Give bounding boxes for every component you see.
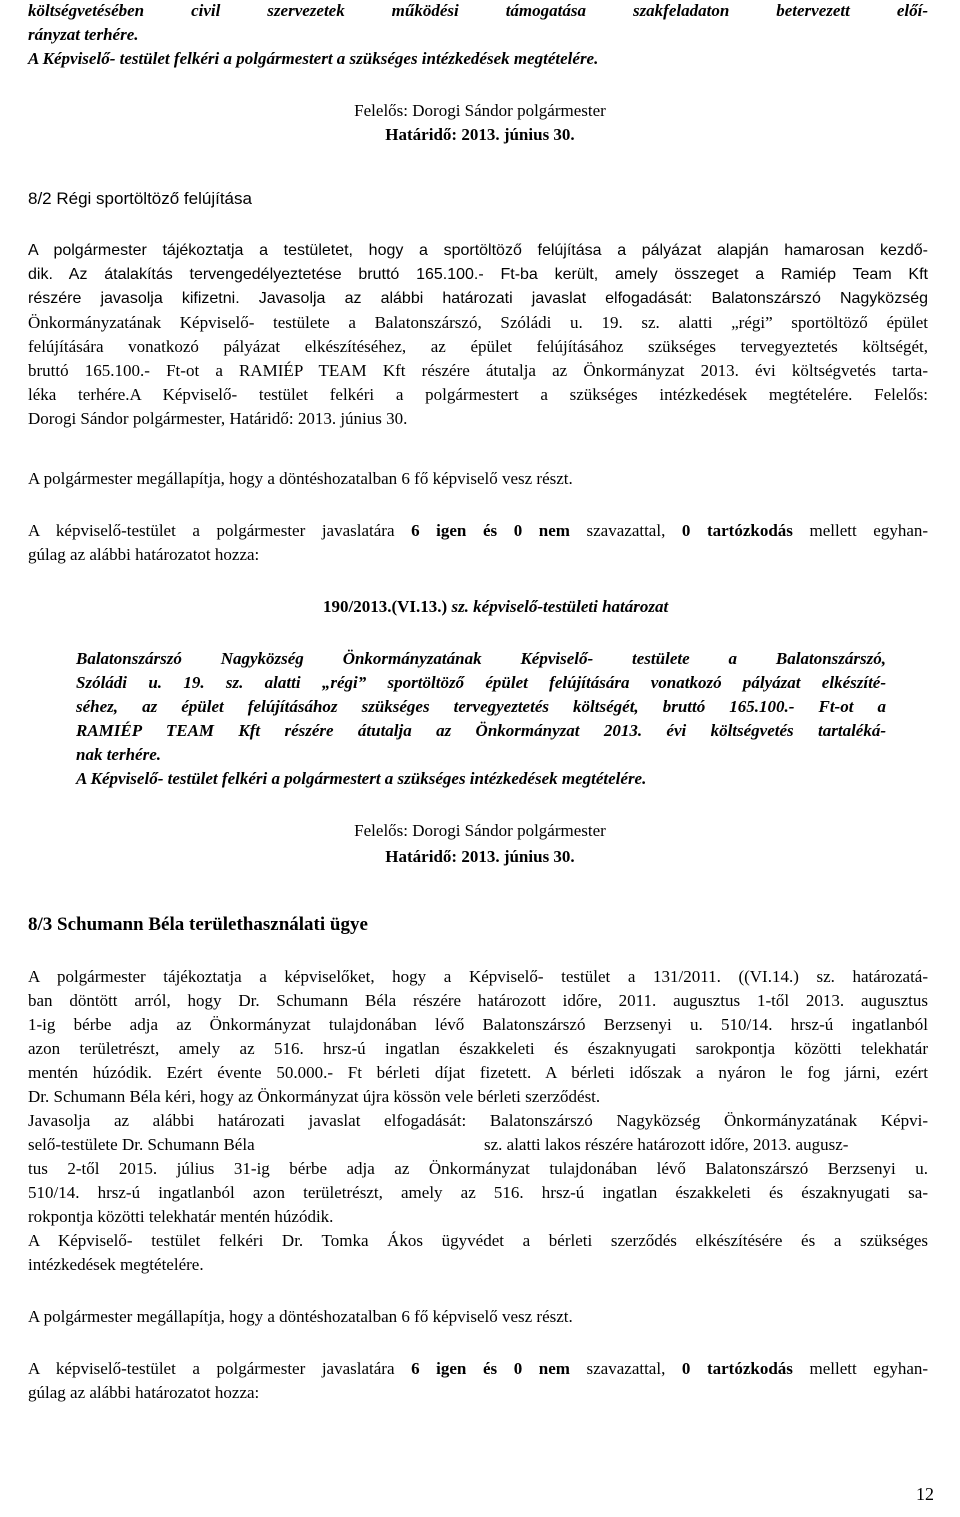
resolution-line: RAMIÉP TEAM Kft részére átutalja az Önkormányzat 2013. évi költségvetés tartaléká- (76, 721, 886, 740)
text-line: Önkormányzatának Képviselő- testülete a Balatonszárszó, Szóládi u. 19. sz. alatti „régi” sportöltöző épület (28, 313, 928, 332)
vote-text: szavazattal, (586, 1359, 666, 1378)
deadline-line: Határidő: 2013. június 30. (385, 847, 575, 866)
text-line: A polgármester tájékoztatja a képviselőket, hogy a Képviselő- testület a 131/2011. ((VI.14.) sz. határozatá- (28, 967, 928, 986)
text-line: sz. alatti lakos részére határozott időre, 2013. augusz- (484, 1135, 849, 1154)
text-line: azon területrészt, amely az 516. hrsz-ú ingatlan északkeleti és északnyugati sarokpontja közötti telekhatár (28, 1039, 928, 1058)
text-line: felújítására vonatkozó pályázat elkészítéséhez, az épület felújításához szükséges tervegyeztetés költségét, (28, 337, 928, 356)
resolution-line: Balatonszárszó Nagyközség Önkormányzatának Képviselő- testülete a Balatonszárszó, (76, 649, 886, 668)
text-line: selő-testülete Dr. Schumann Béla (28, 1135, 255, 1154)
resolution-line: nak terhére. (76, 745, 161, 764)
section-heading: 8/2 Régi sportöltöző felújítása (28, 189, 252, 208)
text-line: Dorogi Sándor polgármester, Határidő: 2013. június 30. (28, 409, 408, 428)
section-heading: 8/3 Schumann Béla területhasználati ügye (28, 914, 368, 935)
text-line: dik. Az átalakítás tervengedélyeztetése bruttó 165.100.- Ft-ba került, amely összeget a Ramiép Team Kft (28, 266, 928, 283)
abstain-count: 0 tartózkodás (681, 521, 793, 540)
abstain-count: 0 tartózkodás (681, 1359, 793, 1378)
vote-line (28, 1358, 928, 1380)
text-line: rányzat terhére. (28, 25, 139, 44)
resolution-line: A Képviselő- testület felkéri a polgármestert a szükséges intézkedések megtételére. (76, 769, 647, 788)
vote-text: A képviselő-testület a polgármester javaslatára (28, 1359, 395, 1378)
resolution-title (323, 596, 928, 618)
responsible-line: Felelős: Dorogi Sándor polgármester (354, 821, 606, 840)
vote-count: 6 igen és 0 nem (411, 1359, 570, 1378)
text-line: Javasolja az alábbi határozati javaslat elfogadását: Balatonszárszó Nagyközség Önkormányzatának Képvi- (28, 1111, 928, 1130)
text-line: A polgármester megállapítja, hogy a döntéshozatalban 6 fő képviselő vesz részt. (28, 469, 573, 488)
vote-text: mellett egyhan- (809, 521, 929, 540)
deadline-line: Határidő: 2013. június 30. (385, 125, 575, 144)
resolution-label: sz. képviselő-testületi határozat (447, 597, 669, 616)
text-line: részére javasolja kifizetni. Javasolja az alábbi határozati javaslat elfogadását: Balatonszárszó Nagyközség (28, 290, 928, 307)
text-line: léka terhére.A Képviselő- testület felkéri a polgármestert a szükséges intézkedések megtételére. Felelős: (28, 385, 928, 404)
vote-text: mellett egyhan- (809, 1359, 929, 1378)
text-line: intézkedések megtételére. (28, 1255, 204, 1274)
resolution-line: Szóládi u. 19. sz. alatti „régi” sportöltöző épület felújítására vonatkozó pályázat elkészíté- (76, 673, 886, 692)
text-line: rokpontja közötti telekhatár mentén húzódik. (28, 1207, 334, 1226)
text-line: Dr. Schumann Béla kéri, hogy az Önkormányzat újra kössön vele bérleti szerződést. (28, 1087, 601, 1106)
vote-line (28, 520, 928, 542)
text-line: gúlag az alábbi határozatot hozza: (28, 545, 260, 564)
text-line: A polgármester tájékoztatja a testületet, hogy a sportöltöző felújítása a pályázat alapján hamarosan kezdő- (28, 242, 928, 259)
text-line: 1-ig bérbe adja az Önkormányzat tulajdonában lévő Balatonszárszó Berzsenyi u. 510/14. hrsz-ú ingatlanból (28, 1015, 928, 1034)
text-line: bruttó 165.100.- Ft-ot a RAMIÉP TEAM Kft részére átutalja az Önkormányzat 2013. évi költségvetés tarta- (28, 361, 928, 380)
vote-count: 6 igen és 0 nem (411, 521, 570, 540)
text-line: gúlag az alábbi határozatot hozza: (28, 1383, 260, 1402)
text-line: mentén húzódik. Ezért évente 50.000.- Ft bérleti díjat fizetett. A bérleti időszak a nyáron le fog járni, ezért (28, 1063, 928, 1082)
resolution-line: séhez, az épület felújításához szükséges tervegyeztetés költségét, bruttó 165.100.- Ft-ot a (76, 697, 886, 716)
text-line: A polgármester megállapítja, hogy a döntéshozatalban 6 fő képviselő vesz részt. (28, 1307, 573, 1326)
text-line: A Képviselő- testület felkéri a polgármestert a szükséges intézkedések megtételére. (28, 49, 599, 68)
text-line: tus 2-től 2015. július 31-ig bérbe adja az Önkormányzat tulajdonában lévő Balatonszárszó Berzsenyi u. (28, 1159, 928, 1178)
resolution-number: 190/2013.(VI.13.) (323, 597, 448, 616)
text-line: A Képviselő- testület felkéri Dr. Tomka Ákos ügyvédet a bérleti szerződés elkészítésére és a szükséges (28, 1231, 928, 1250)
text-line: költségvetésében civil szervezetek működési támogatása szakfeladaton betervezett előí- (28, 1, 928, 20)
page-number: 12 (916, 1484, 934, 1504)
text-line: ban döntött arról, hogy Dr. Schumann Béla részére határozott időre, 2011. augusztus 1-től 2013. augusztus (28, 991, 928, 1010)
vote-text: szavazattal, (586, 521, 666, 540)
vote-text: A képviselő-testület a polgármester javaslatára (28, 521, 395, 540)
responsible-line: Felelős: Dorogi Sándor polgármester (354, 101, 606, 120)
text-line: 510/14. hrsz-ú ingatlanból azon területrészt, amely az 516. hrsz-ú ingatlan északkeleti és északnyugati sa- (28, 1183, 928, 1202)
